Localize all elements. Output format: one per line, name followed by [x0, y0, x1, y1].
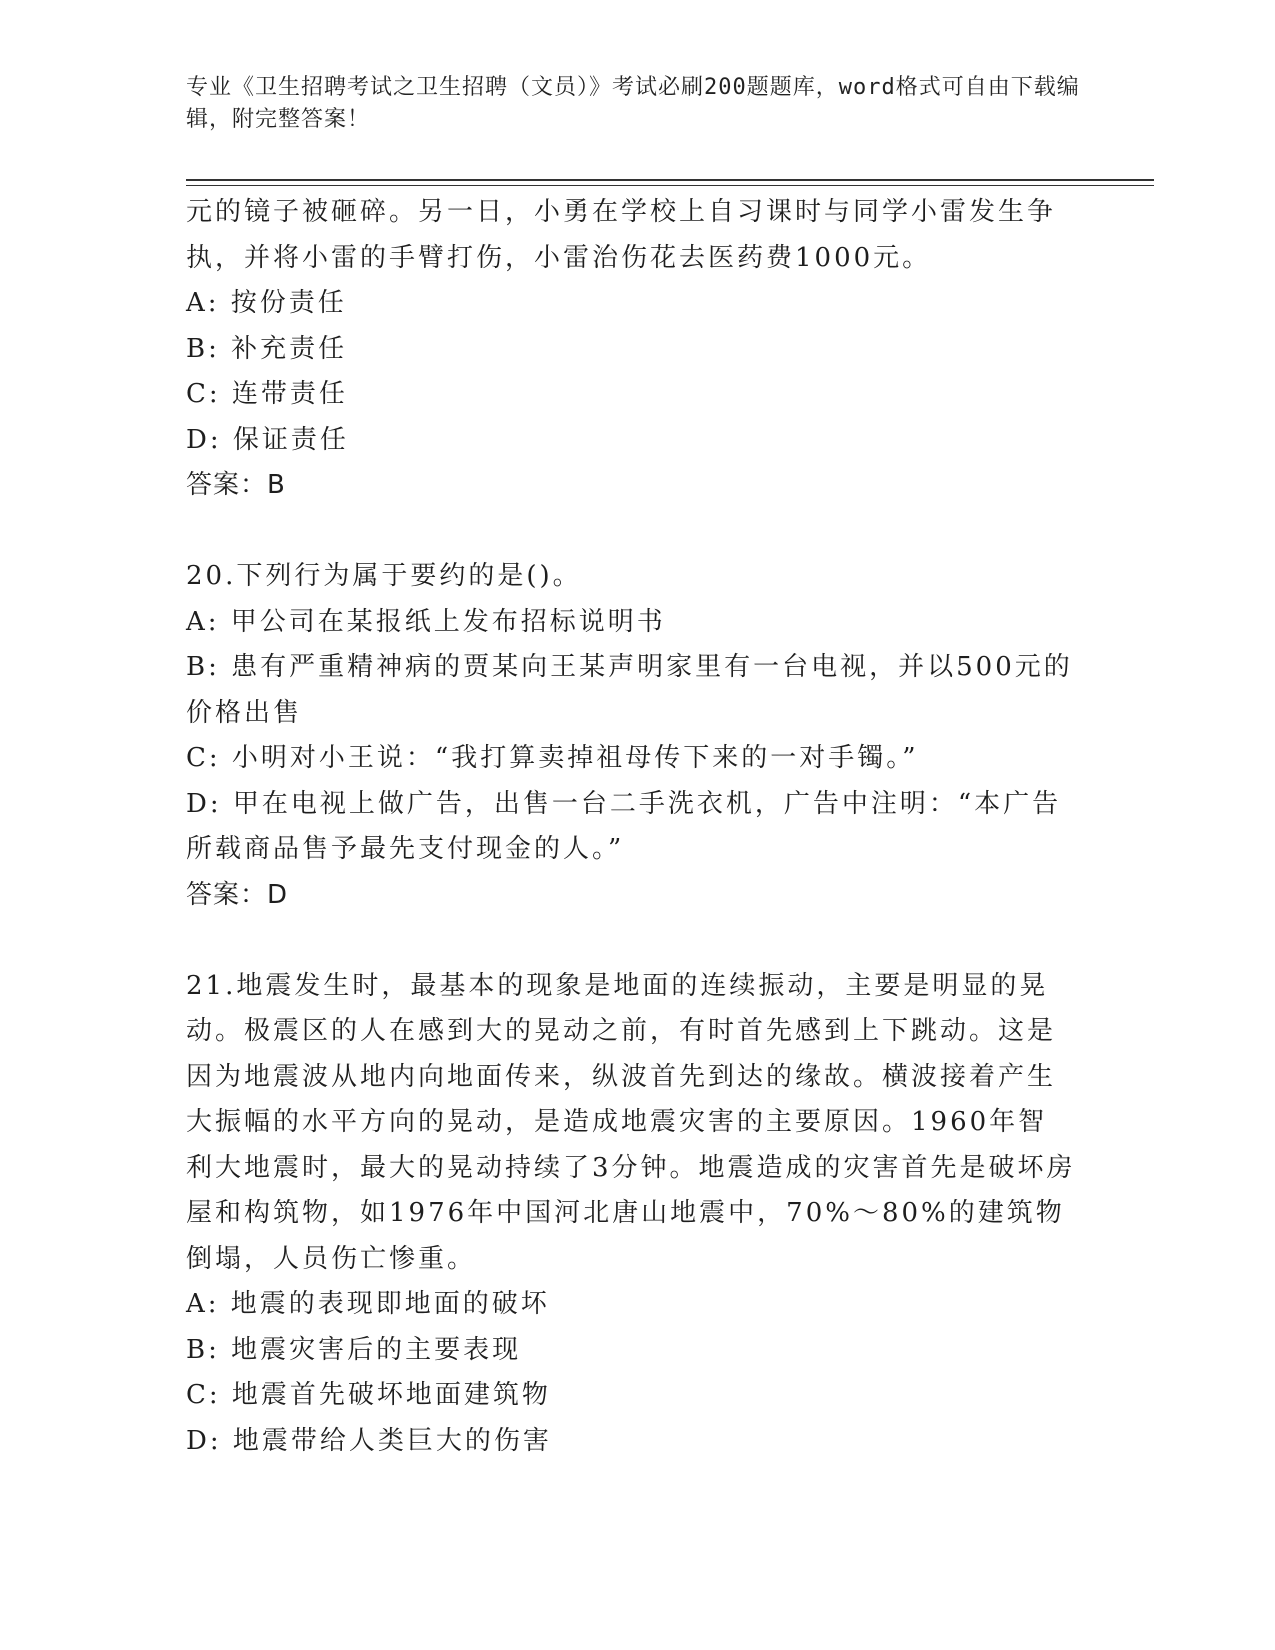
header-rule-thick: [186, 179, 1154, 181]
question-21-stem: 21.地震发生时，最基本的现象是地面的连续振动，主要是明显的晃动。极震区的人在感到大的晃动之前，有时首先感到上下跳动。这是因为地震波从地内向地面传来，纵波首先到达的缘故。横波接着产生大振幅的水平方向的晃动，是造成地震灾害的主要原因。1960年智利大地震时，最大的晃动持续了3分钟。地震造成的灾害首先是破坏房屋和构筑物，如1976年中国河北唐山地震中，70%～80%的建筑物倒塌，人员伤亡惨重。: [186, 970, 1076, 1274]
question-20-option-b: B: 患有严重精神病的贾某向王某声明家里有一台电视，并以500元的价格出售: [186, 652, 1073, 728]
question-21-option-a: A: 地震的表现即地面的破坏: [186, 1289, 550, 1319]
question-19-answer: 答案：B: [186, 470, 286, 500]
question-21-option-d: D: 地震带给人类巨大的伤害: [186, 1425, 552, 1456]
spacer: [186, 509, 1076, 555]
document-body: [186, 190, 1076, 1464]
question-20-option-d: D: 甲在电视上做广告，出售一台二手洗衣机，广告中注明：“本广告所载商品售予最先支付现金的人。”: [186, 788, 1062, 864]
question-21-option-c: C: 地震首先破坏地面建筑物: [186, 1380, 551, 1410]
question-19-option-d: D: 保证责任: [186, 424, 349, 455]
question-20-answer: 答案：D: [186, 879, 289, 910]
question-20-option-c: C: 小明对小王说：“我打算卖掉祖母传下来的一对手镯。”: [186, 743, 919, 773]
question-19-continuation: 元的镜子被砸碎。另一日，小勇在学校上自习课时与同学小雷发生争执，并将小雷的手臂打伤，小雷治伤花去医药费1000元。: [186, 197, 1057, 273]
question-20-stem: 20.下列行为属于要约的是()。: [186, 561, 582, 591]
question-20-block: [186, 554, 1076, 918]
question-19-option-b: B: 补充责任: [186, 333, 348, 364]
question-20-option-a: A: 甲公司在某报纸上发布招标说明书: [186, 606, 666, 637]
spacer: [186, 918, 1076, 964]
question-21-block: [186, 964, 1076, 1465]
question-21-option-b: B: 地震灾害后的主要表现: [186, 1334, 522, 1365]
question-19-option-a: A: 按份责任: [186, 288, 347, 318]
document-header: 专业《卫生招聘考试之卫生招聘（文员）》考试必刷200题题库，word格式可自由下载编辑，附完整答案！: [186, 75, 1080, 132]
header-rule-thin: [186, 185, 1154, 186]
question-19-option-c: C: 连带责任: [186, 379, 348, 409]
question-19-block: [186, 190, 1076, 509]
